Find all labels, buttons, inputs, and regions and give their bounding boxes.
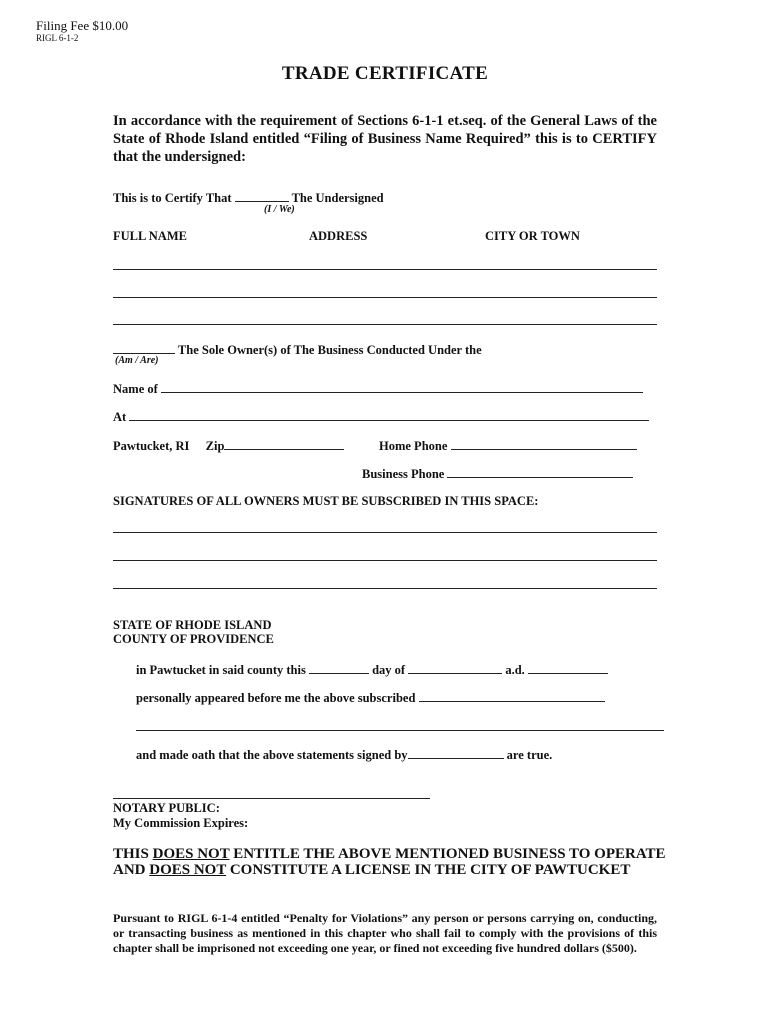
owners-line xyxy=(113,341,482,358)
filing-fee: Filing Fee $10.00 xyxy=(36,18,129,33)
city-label: Pawtucket, RI xyxy=(113,439,190,453)
zip-field[interactable] xyxy=(224,437,344,450)
business-at-label: At xyxy=(113,410,127,424)
document-title: TRADE CERTIFICATE xyxy=(281,63,489,84)
appeared-text: personally appeared before me the above subscribed xyxy=(136,691,416,705)
warning-part-1: THIS xyxy=(113,846,153,862)
state-label: STATE OF RHODE ISLAND xyxy=(113,618,272,632)
oath-row xyxy=(136,746,552,763)
business-address-field[interactable] xyxy=(129,408,649,421)
owner-entry-line-2[interactable] xyxy=(113,297,657,298)
business-name-label: Name of xyxy=(113,382,158,396)
signatures-label: SIGNATURES OF ALL OWNERS MUST BE SUBSCRIBED IN THIS SPACE: xyxy=(113,494,539,508)
home-phone-field[interactable] xyxy=(451,437,637,450)
appeared-row xyxy=(136,689,605,706)
certify-suffix: The Undersigned xyxy=(291,191,384,205)
intro-paragraph: In accordance with the requirement of Sections 6-1-1 et.seq. of the General Laws of the State of Rhode Island entitled “Filing of Business Name Required” this is to CERTIFY that the undersigned: xyxy=(113,113,657,165)
ad-text: a.d. xyxy=(505,663,525,677)
certify-line xyxy=(113,189,384,206)
appeared-line-2[interactable] xyxy=(136,730,664,731)
day-of-text: day of xyxy=(372,663,406,677)
warning-emphasis-2: DOES NOT xyxy=(149,862,227,878)
home-phone-label: Home Phone xyxy=(379,439,448,453)
rigl-code: RIGL 6-1-2 xyxy=(36,33,79,43)
column-city: CITY OR TOWN xyxy=(485,229,580,243)
i-we-hint: (I / We) xyxy=(264,204,295,215)
certify-prefix: This is to Certify That xyxy=(113,191,232,205)
business-phone-row xyxy=(362,465,633,482)
city-zip-row xyxy=(113,437,344,454)
oath-signed-by-field[interactable] xyxy=(408,746,504,759)
business-name-field[interactable] xyxy=(161,380,643,393)
owners-text: The Sole Owner(s) of The Business Conducted Under the xyxy=(177,343,482,357)
column-address: ADDRESS xyxy=(309,229,368,243)
business-phone-label: Business Phone xyxy=(362,467,445,481)
penalty-paragraph: Pursuant to RIGL 6-1-4 entitled “Penalty for Violations” any person or persons carrying on, conducting, or transacting business as mentioned in this chapter who shall fail to comply with the provisions of this chapter shall be imprisoned not exceeding one year, or fined not exceeding five hundred dollars ($500). xyxy=(113,911,657,955)
business-phone-field[interactable] xyxy=(447,465,633,478)
appeared-field[interactable] xyxy=(419,689,605,702)
owner-entry-line-1[interactable] xyxy=(113,269,657,270)
i-we-field[interactable] xyxy=(235,189,289,202)
county-label: COUNTY OF PROVIDENCE xyxy=(113,632,274,646)
signature-line-2[interactable] xyxy=(113,560,657,561)
month-field[interactable] xyxy=(408,661,502,674)
home-phone-row xyxy=(379,437,637,454)
license-warning xyxy=(113,846,673,878)
year-field[interactable] xyxy=(528,661,608,674)
business-address-row xyxy=(113,408,649,425)
zip-label: Zip xyxy=(205,439,225,453)
column-full-name: FULL NAME xyxy=(113,229,187,243)
signature-line-1[interactable] xyxy=(113,532,657,533)
owner-entry-line-3[interactable] xyxy=(113,324,657,325)
in-city-text: in Pawtucket in said county this xyxy=(136,663,306,677)
notary-signature-line[interactable] xyxy=(113,798,430,799)
am-are-field[interactable] xyxy=(113,341,175,354)
warning-emphasis-1: DOES NOT xyxy=(152,846,230,862)
warning-part-3: CONSTITUTE A LICENSE IN THE CITY OF PAWTUCKET xyxy=(226,862,631,878)
am-are-hint: (Am / Are) xyxy=(115,355,159,366)
oath-suffix: are true. xyxy=(506,748,553,762)
notary-date-row xyxy=(136,661,608,678)
warning-part-2: ENTITLE THE ABOVE MENTIONED BUSINESS TO OPERATE AND xyxy=(113,846,666,878)
notary-public-label: NOTARY PUBLIC: xyxy=(113,801,220,815)
business-name-row xyxy=(113,380,643,397)
oath-prefix: and made oath that the above statements signed by xyxy=(136,748,408,762)
commission-expires-label: My Commission Expires: xyxy=(113,816,249,830)
day-field[interactable] xyxy=(309,661,369,674)
signature-line-3[interactable] xyxy=(113,588,657,589)
